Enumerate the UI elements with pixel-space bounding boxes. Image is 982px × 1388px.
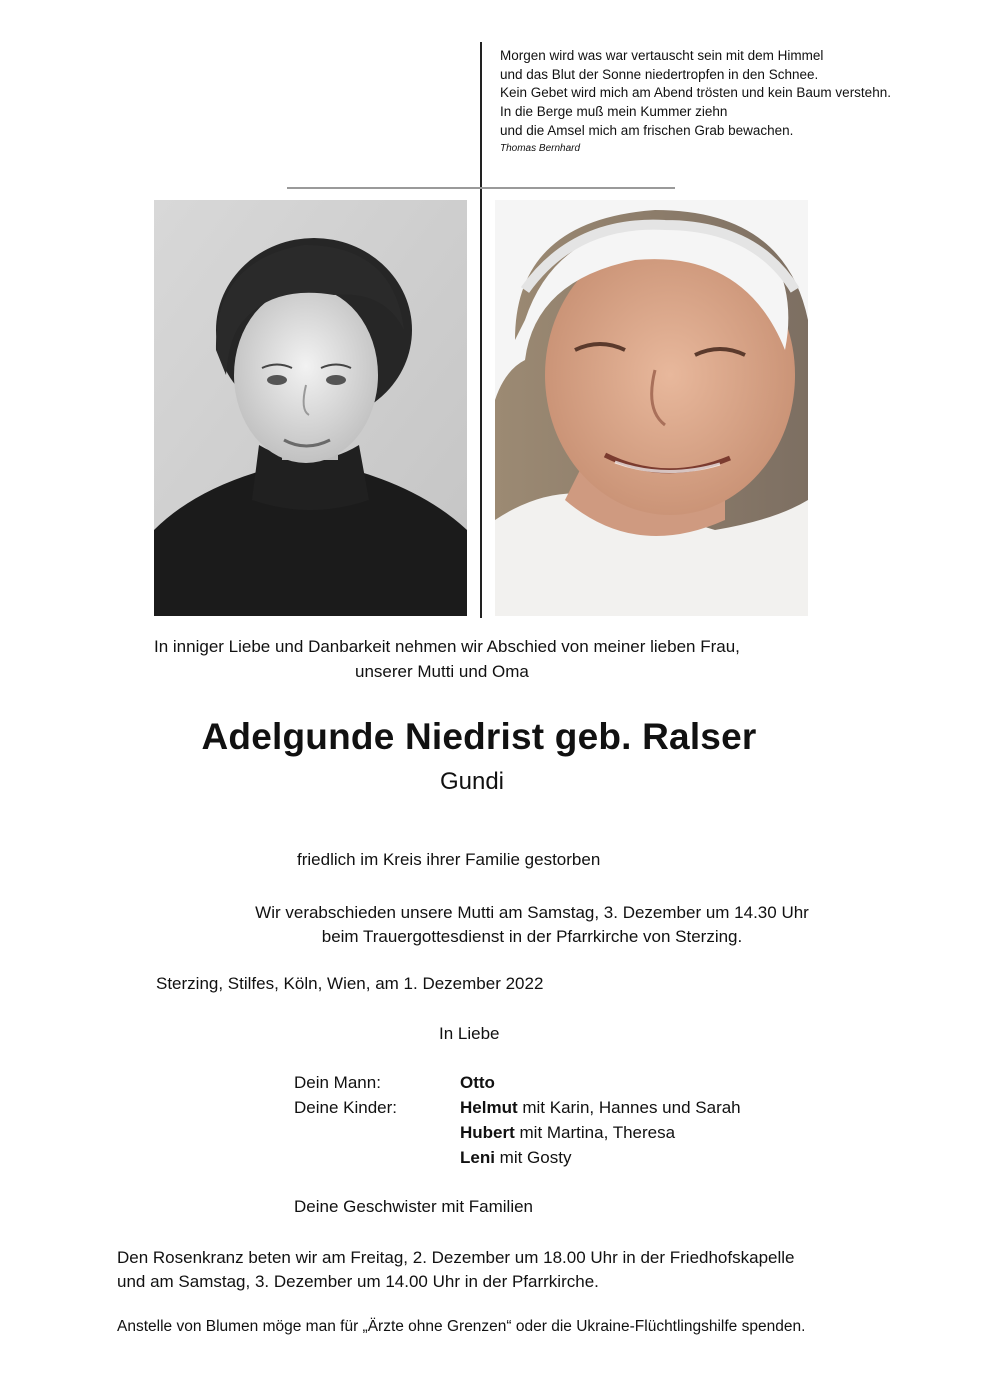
child-name: Leni [460,1148,495,1167]
poem-author: Thomas Bernhard [500,142,581,154]
poem-line: In die Berge muß mein Kummer ziehn [500,104,728,120]
intro-line-2: unserer Mutti und Oma [355,662,529,681]
portrait-photo-young [154,200,467,616]
funeral-line-1: Wir verabschieden unsere Mutti am Samstag, 3. Dezember um 14.30 Uhr [255,903,809,922]
rosary-line-2: und am Samstag, 3. Dezember um 14.00 Uhr in der Pfarrkirche. [117,1272,599,1291]
poem-line: und das Blut der Sonne niedertropfen in den Schnee. [500,66,819,82]
intro-text [100,634,882,684]
poem-line: Kein Gebet wird mich am Abend trösten und kein Baum verstehn. [500,85,891,101]
cross-vertical-line [480,42,482,618]
poem-line: und die Amsel mich am frischen Grab bewachen. [500,122,794,138]
rosary-line-1: Den Rosenkranz beten wir am Freitag, 2. Dezember um 18.00 Uhr in der Friedhofskapelle [117,1248,795,1267]
children-label: Deine Kinder: [294,1098,398,1117]
deceased-full-name: Adelgunde Niedrist geb. Ralser [201,716,757,757]
deceased-nickname: Gundi [439,768,505,795]
child-family: mit Karin, Hannes und Sarah [517,1098,741,1117]
poem-line: Morgen wird was war vertauscht sein mit dem Himmel [500,48,824,63]
child-entry [460,1098,741,1118]
portrait-photo-elderly [495,200,808,616]
passed-away-text: friedlich im Kreis ihrer Familie gestorben [297,850,601,869]
place-and-date: Sterzing, Stilfes, Köln, Wien, am 1. Dezember 2022 [156,974,544,993]
in-love-text: In Liebe [439,1024,500,1043]
child-entry [460,1123,675,1143]
funeral-line-2: beim Trauergottesdienst in der Pfarrkirche von Sterzing. [321,927,743,946]
poem-block [500,47,970,155]
husband-name-text: Otto [460,1073,495,1092]
donation-note: Anstelle von Blumen möge man für „Ärzte ohne Grenzen“ oder die Ukraine-Flüchtlingshilfe spenden. [117,1318,806,1335]
rosary-announcement [117,1246,795,1294]
funeral-announcement [0,901,982,949]
child-name: Hubert [460,1123,515,1142]
siblings-text: Deine Geschwister mit Familien [294,1197,534,1216]
child-name: Helmut [460,1098,518,1117]
husband-name [460,1073,495,1093]
cross-horizontal-line [287,187,675,189]
husband-label: Dein Mann: [294,1073,381,1092]
child-family: mit Gosty [494,1148,572,1167]
child-entry [460,1148,571,1168]
intro-line-1: In inniger Liebe und Danbarkeit nehmen wir Abschied von meiner lieben Frau, [154,637,740,656]
child-family: mit Martina, Theresa [514,1123,676,1142]
